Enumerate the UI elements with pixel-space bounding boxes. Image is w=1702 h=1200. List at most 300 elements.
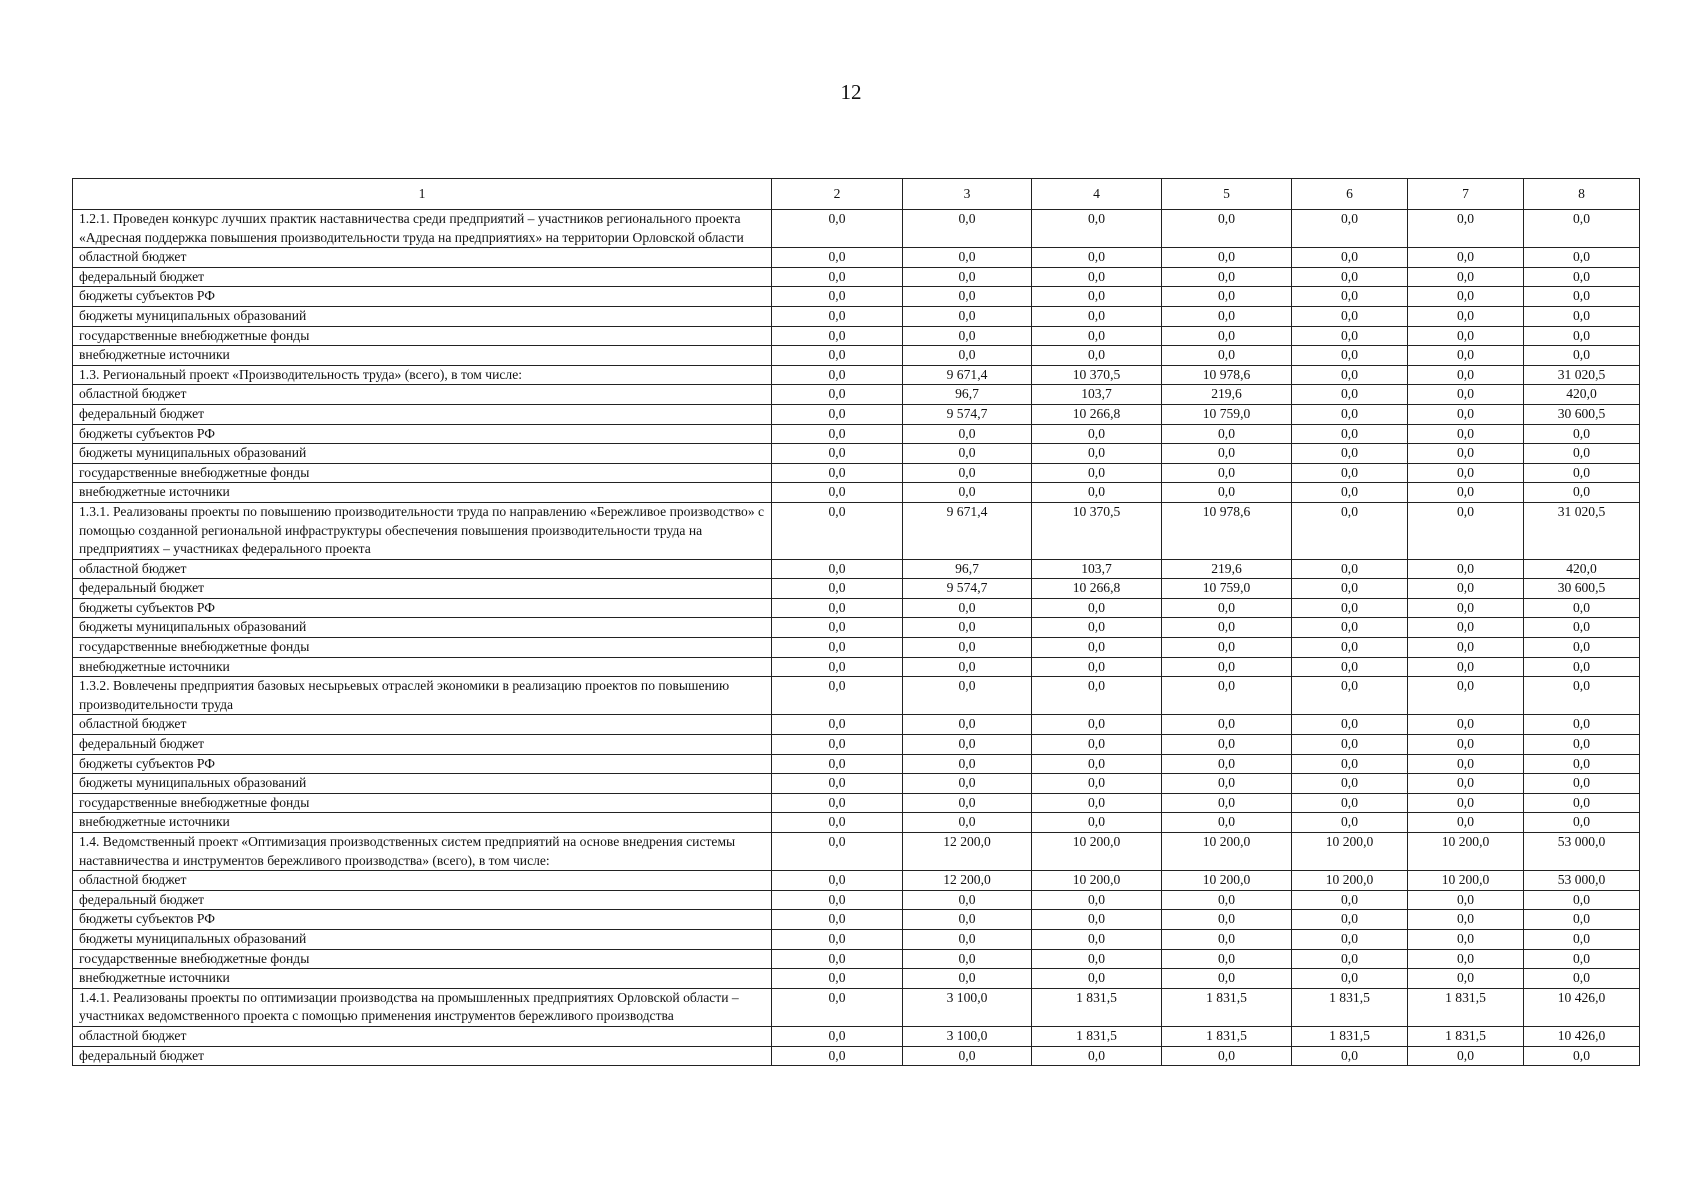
row-label: бюджеты субъектов РФ xyxy=(73,287,772,307)
row-label: бюджеты субъектов РФ xyxy=(73,910,772,930)
value-cell: 0,0 xyxy=(1408,813,1524,833)
value-cell: 0,0 xyxy=(1292,793,1408,813)
table-header-row xyxy=(73,179,1640,210)
table-row xyxy=(73,1026,1640,1046)
value-cell: 0,0 xyxy=(1524,677,1640,715)
value-cell: 0,0 xyxy=(772,657,903,677)
value-cell: 0,0 xyxy=(772,598,903,618)
value-cell: 0,0 xyxy=(1408,910,1524,930)
value-cell: 0,0 xyxy=(1292,774,1408,794)
value-cell: 0,0 xyxy=(1524,890,1640,910)
value-cell: 0,0 xyxy=(772,735,903,755)
value-cell: 0,0 xyxy=(1292,444,1408,464)
value-cell: 0,0 xyxy=(1162,1046,1292,1066)
table-row xyxy=(73,346,1640,366)
value-cell: 0,0 xyxy=(1292,267,1408,287)
value-cell: 0,0 xyxy=(1162,210,1292,248)
value-cell: 10 266,8 xyxy=(1032,404,1162,424)
value-cell: 10 200,0 xyxy=(1032,833,1162,871)
row-label: федеральный бюджет xyxy=(73,735,772,755)
value-cell: 1 831,5 xyxy=(1292,988,1408,1026)
value-cell: 0,0 xyxy=(1524,949,1640,969)
value-cell: 0,0 xyxy=(903,910,1032,930)
table-row xyxy=(73,618,1640,638)
value-cell: 0,0 xyxy=(1032,969,1162,989)
value-cell: 0,0 xyxy=(1162,657,1292,677)
row-label: бюджеты субъектов РФ xyxy=(73,598,772,618)
value-cell: 96,7 xyxy=(903,559,1032,579)
value-cell: 0,0 xyxy=(1292,813,1408,833)
value-cell: 0,0 xyxy=(1524,969,1640,989)
value-cell: 0,0 xyxy=(772,871,903,891)
row-label: бюджеты муниципальных образований xyxy=(73,618,772,638)
table-row xyxy=(73,404,1640,424)
value-cell: 0,0 xyxy=(1162,306,1292,326)
value-cell: 219,6 xyxy=(1162,385,1292,405)
row-label: государственные внебюджетные фонды xyxy=(73,463,772,483)
value-cell: 0,0 xyxy=(1524,326,1640,346)
value-cell: 0,0 xyxy=(1162,715,1292,735)
value-cell: 0,0 xyxy=(903,929,1032,949)
value-cell: 0,0 xyxy=(1032,306,1162,326)
table-row xyxy=(73,754,1640,774)
value-cell: 0,0 xyxy=(903,657,1032,677)
table-row xyxy=(73,715,1640,735)
row-label: областной бюджет xyxy=(73,1026,772,1046)
value-cell: 0,0 xyxy=(1524,793,1640,813)
row-label: внебюджетные источники xyxy=(73,969,772,989)
value-cell: 0,0 xyxy=(1524,287,1640,307)
value-cell: 0,0 xyxy=(772,1046,903,1066)
column-header: 8 xyxy=(1524,179,1640,210)
value-cell: 10 200,0 xyxy=(1162,871,1292,891)
value-cell: 0,0 xyxy=(1162,793,1292,813)
value-cell: 0,0 xyxy=(1292,1046,1408,1066)
value-cell: 0,0 xyxy=(903,444,1032,464)
table-row xyxy=(73,949,1640,969)
value-cell: 0,0 xyxy=(772,306,903,326)
value-cell: 0,0 xyxy=(903,677,1032,715)
value-cell: 0,0 xyxy=(1292,385,1408,405)
value-cell: 0,0 xyxy=(1292,638,1408,658)
value-cell: 0,0 xyxy=(1408,579,1524,599)
value-cell: 0,0 xyxy=(1032,326,1162,346)
value-cell: 0,0 xyxy=(1032,346,1162,366)
value-cell: 0,0 xyxy=(1408,385,1524,405)
value-cell: 0,0 xyxy=(903,267,1032,287)
table-body xyxy=(73,210,1640,1066)
value-cell: 0,0 xyxy=(1292,346,1408,366)
value-cell: 0,0 xyxy=(903,969,1032,989)
value-cell: 0,0 xyxy=(1162,754,1292,774)
value-cell: 0,0 xyxy=(903,346,1032,366)
value-cell: 0,0 xyxy=(772,346,903,366)
value-cell: 0,0 xyxy=(1292,502,1408,559)
column-header: 6 xyxy=(1292,179,1408,210)
value-cell: 0,0 xyxy=(903,463,1032,483)
value-cell: 0,0 xyxy=(1408,754,1524,774)
value-cell: 1 831,5 xyxy=(1408,1026,1524,1046)
value-cell: 0,0 xyxy=(1408,306,1524,326)
value-cell: 53 000,0 xyxy=(1524,833,1640,871)
value-cell: 0,0 xyxy=(772,404,903,424)
row-label: бюджеты субъектов РФ xyxy=(73,754,772,774)
value-cell: 0,0 xyxy=(1408,444,1524,464)
value-cell: 1 831,5 xyxy=(1032,988,1162,1026)
value-cell: 0,0 xyxy=(1292,287,1408,307)
value-cell: 0,0 xyxy=(1292,890,1408,910)
row-label: внебюджетные источники xyxy=(73,483,772,503)
row-label: 1.2.1. Проведен конкурс лучших практик наставничества среди предприятий – участников регионального проекта «Адресная поддержка повышения производительности труда на предприятиях» на территории Орловской области xyxy=(73,210,772,248)
value-cell: 0,0 xyxy=(1292,424,1408,444)
row-label: государственные внебюджетные фонды xyxy=(73,949,772,969)
row-label: внебюджетные источники xyxy=(73,813,772,833)
row-label: 1.3. Региональный проект «Производительность труда» (всего), в том числе: xyxy=(73,365,772,385)
value-cell: 0,0 xyxy=(1408,346,1524,366)
row-label: государственные внебюджетные фонды xyxy=(73,326,772,346)
value-cell: 10 200,0 xyxy=(1408,833,1524,871)
value-cell: 10 200,0 xyxy=(1292,833,1408,871)
budget-table xyxy=(72,178,1640,1066)
value-cell: 0,0 xyxy=(1408,598,1524,618)
value-cell: 0,0 xyxy=(772,949,903,969)
value-cell: 0,0 xyxy=(1408,404,1524,424)
value-cell: 0,0 xyxy=(903,949,1032,969)
value-cell: 0,0 xyxy=(1162,618,1292,638)
value-cell: 0,0 xyxy=(1408,890,1524,910)
value-cell: 0,0 xyxy=(772,910,903,930)
value-cell: 0,0 xyxy=(1408,463,1524,483)
value-cell: 0,0 xyxy=(1524,444,1640,464)
value-cell: 420,0 xyxy=(1524,385,1640,405)
value-cell: 0,0 xyxy=(1292,618,1408,638)
value-cell: 0,0 xyxy=(1292,579,1408,599)
value-cell: 0,0 xyxy=(1032,1046,1162,1066)
value-cell: 0,0 xyxy=(1032,813,1162,833)
value-cell: 0,0 xyxy=(1032,754,1162,774)
value-cell: 0,0 xyxy=(1524,346,1640,366)
value-cell: 0,0 xyxy=(1524,1046,1640,1066)
value-cell: 0,0 xyxy=(1032,463,1162,483)
row-label: областной бюджет xyxy=(73,559,772,579)
value-cell: 12 200,0 xyxy=(903,833,1032,871)
value-cell: 0,0 xyxy=(1292,306,1408,326)
column-header: 1 xyxy=(73,179,772,210)
value-cell: 0,0 xyxy=(772,1026,903,1046)
value-cell: 0,0 xyxy=(772,559,903,579)
table-row xyxy=(73,969,1640,989)
column-header: 5 xyxy=(1162,179,1292,210)
value-cell: 10 759,0 xyxy=(1162,404,1292,424)
value-cell: 0,0 xyxy=(1524,463,1640,483)
value-cell: 10 978,6 xyxy=(1162,502,1292,559)
table-row xyxy=(73,424,1640,444)
value-cell: 10 759,0 xyxy=(1162,579,1292,599)
value-cell: 103,7 xyxy=(1032,559,1162,579)
value-cell: 0,0 xyxy=(1292,735,1408,755)
value-cell: 3 100,0 xyxy=(903,988,1032,1026)
value-cell: 0,0 xyxy=(772,502,903,559)
column-header: 4 xyxy=(1032,179,1162,210)
value-cell: 0,0 xyxy=(903,813,1032,833)
value-cell: 0,0 xyxy=(1162,910,1292,930)
row-label: 1.4.1. Реализованы проекты по оптимизации производства на промышленных предприятиях Орловской области – участниках ведомственного проекта с помощью применения инструментов бережливого производства xyxy=(73,988,772,1026)
value-cell: 0,0 xyxy=(903,618,1032,638)
table-row xyxy=(73,365,1640,385)
value-cell: 31 020,5 xyxy=(1524,502,1640,559)
value-cell: 0,0 xyxy=(1162,424,1292,444)
value-cell: 0,0 xyxy=(1032,248,1162,268)
value-cell: 0,0 xyxy=(1292,715,1408,735)
table-row xyxy=(73,444,1640,464)
value-cell: 10 426,0 xyxy=(1524,1026,1640,1046)
value-cell: 1 831,5 xyxy=(1162,1026,1292,1046)
value-cell: 0,0 xyxy=(1408,715,1524,735)
row-label: федеральный бюджет xyxy=(73,579,772,599)
table-row xyxy=(73,657,1640,677)
value-cell: 1 831,5 xyxy=(1162,988,1292,1026)
value-cell: 0,0 xyxy=(1408,618,1524,638)
table-row xyxy=(73,910,1640,930)
table-row xyxy=(73,1046,1640,1066)
value-cell: 0,0 xyxy=(1292,969,1408,989)
table-row xyxy=(73,871,1640,891)
value-cell: 10 370,5 xyxy=(1032,365,1162,385)
value-cell: 0,0 xyxy=(772,890,903,910)
value-cell: 0,0 xyxy=(772,715,903,735)
value-cell: 0,0 xyxy=(1408,267,1524,287)
value-cell: 9 671,4 xyxy=(903,365,1032,385)
value-cell: 0,0 xyxy=(1162,346,1292,366)
value-cell: 0,0 xyxy=(1408,210,1524,248)
value-cell: 0,0 xyxy=(772,618,903,638)
table-row xyxy=(73,677,1640,715)
value-cell: 0,0 xyxy=(1524,657,1640,677)
value-cell: 0,0 xyxy=(772,988,903,1026)
value-cell: 103,7 xyxy=(1032,385,1162,405)
row-label: бюджеты муниципальных образований xyxy=(73,929,772,949)
value-cell: 0,0 xyxy=(1162,949,1292,969)
value-cell: 0,0 xyxy=(1162,248,1292,268)
value-cell: 30 600,5 xyxy=(1524,579,1640,599)
value-cell: 0,0 xyxy=(1408,559,1524,579)
value-cell: 3 100,0 xyxy=(903,1026,1032,1046)
value-cell: 0,0 xyxy=(772,287,903,307)
value-cell: 0,0 xyxy=(772,463,903,483)
value-cell: 10 200,0 xyxy=(1162,833,1292,871)
value-cell: 0,0 xyxy=(903,483,1032,503)
value-cell: 0,0 xyxy=(1408,483,1524,503)
value-cell: 96,7 xyxy=(903,385,1032,405)
value-cell: 0,0 xyxy=(1292,463,1408,483)
value-cell: 0,0 xyxy=(1524,598,1640,618)
value-cell: 0,0 xyxy=(1162,638,1292,658)
value-cell: 9 671,4 xyxy=(903,502,1032,559)
value-cell: 0,0 xyxy=(1408,969,1524,989)
value-cell: 9 574,7 xyxy=(903,579,1032,599)
row-label: бюджеты субъектов РФ xyxy=(73,424,772,444)
value-cell: 0,0 xyxy=(1162,929,1292,949)
value-cell: 0,0 xyxy=(903,638,1032,658)
row-label: бюджеты муниципальных образований xyxy=(73,306,772,326)
value-cell: 0,0 xyxy=(1162,598,1292,618)
value-cell: 0,0 xyxy=(903,287,1032,307)
value-cell: 0,0 xyxy=(1408,424,1524,444)
value-cell: 0,0 xyxy=(1162,677,1292,715)
value-cell: 0,0 xyxy=(772,424,903,444)
value-cell: 0,0 xyxy=(903,715,1032,735)
value-cell: 0,0 xyxy=(903,248,1032,268)
table-row xyxy=(73,890,1640,910)
row-label: областной бюджет xyxy=(73,248,772,268)
value-cell: 0,0 xyxy=(1292,483,1408,503)
value-cell: 0,0 xyxy=(1408,326,1524,346)
value-cell: 0,0 xyxy=(903,1046,1032,1066)
table-row xyxy=(73,287,1640,307)
value-cell: 0,0 xyxy=(1292,559,1408,579)
table-row xyxy=(73,813,1640,833)
value-cell: 0,0 xyxy=(1524,210,1640,248)
table-row xyxy=(73,638,1640,658)
value-cell: 0,0 xyxy=(772,210,903,248)
value-cell: 10 370,5 xyxy=(1032,502,1162,559)
column-header: 3 xyxy=(903,179,1032,210)
value-cell: 12 200,0 xyxy=(903,871,1032,891)
value-cell: 0,0 xyxy=(1162,326,1292,346)
row-label: федеральный бюджет xyxy=(73,1046,772,1066)
value-cell: 0,0 xyxy=(772,579,903,599)
value-cell: 0,0 xyxy=(1524,638,1640,658)
value-cell: 10 266,8 xyxy=(1032,579,1162,599)
value-cell: 0,0 xyxy=(1292,598,1408,618)
row-label: областной бюджет xyxy=(73,715,772,735)
value-cell: 0,0 xyxy=(1032,735,1162,755)
value-cell: 1 831,5 xyxy=(1408,988,1524,1026)
value-cell: 0,0 xyxy=(1292,365,1408,385)
value-cell: 0,0 xyxy=(1408,502,1524,559)
value-cell: 0,0 xyxy=(1408,1046,1524,1066)
value-cell: 0,0 xyxy=(903,793,1032,813)
row-label: государственные внебюджетные фонды xyxy=(73,793,772,813)
value-cell: 0,0 xyxy=(1408,638,1524,658)
value-cell: 0,0 xyxy=(1524,306,1640,326)
value-cell: 0,0 xyxy=(1408,793,1524,813)
value-cell: 0,0 xyxy=(772,483,903,503)
value-cell: 0,0 xyxy=(772,365,903,385)
value-cell: 0,0 xyxy=(1032,483,1162,503)
value-cell: 0,0 xyxy=(1032,618,1162,638)
value-cell: 0,0 xyxy=(1524,424,1640,444)
value-cell: 1 831,5 xyxy=(1032,1026,1162,1046)
value-cell: 0,0 xyxy=(903,326,1032,346)
value-cell: 0,0 xyxy=(1162,890,1292,910)
value-cell: 0,0 xyxy=(1292,929,1408,949)
value-cell: 0,0 xyxy=(1032,638,1162,658)
value-cell: 0,0 xyxy=(1524,910,1640,930)
value-cell: 0,0 xyxy=(1524,267,1640,287)
value-cell: 0,0 xyxy=(1292,677,1408,715)
value-cell: 0,0 xyxy=(1032,287,1162,307)
value-cell: 0,0 xyxy=(903,210,1032,248)
value-cell: 0,0 xyxy=(772,774,903,794)
table-row xyxy=(73,598,1640,618)
value-cell: 219,6 xyxy=(1162,559,1292,579)
value-cell: 0,0 xyxy=(1162,813,1292,833)
value-cell: 0,0 xyxy=(1162,483,1292,503)
value-cell: 0,0 xyxy=(1524,929,1640,949)
value-cell: 0,0 xyxy=(1162,287,1292,307)
value-cell: 0,0 xyxy=(1032,444,1162,464)
row-label: федеральный бюджет xyxy=(73,890,772,910)
value-cell: 0,0 xyxy=(1032,598,1162,618)
table-row xyxy=(73,929,1640,949)
value-cell: 0,0 xyxy=(1408,949,1524,969)
value-cell: 0,0 xyxy=(1524,618,1640,638)
table-row xyxy=(73,210,1640,248)
value-cell: 0,0 xyxy=(1032,890,1162,910)
row-label: областной бюджет xyxy=(73,871,772,891)
value-cell: 0,0 xyxy=(1032,210,1162,248)
value-cell: 0,0 xyxy=(1292,210,1408,248)
value-cell: 0,0 xyxy=(1408,735,1524,755)
table-row xyxy=(73,248,1640,268)
value-cell: 0,0 xyxy=(903,424,1032,444)
value-cell: 0,0 xyxy=(772,813,903,833)
value-cell: 0,0 xyxy=(1524,483,1640,503)
table-row xyxy=(73,306,1640,326)
value-cell: 0,0 xyxy=(772,248,903,268)
table-row xyxy=(73,774,1640,794)
value-cell: 0,0 xyxy=(1524,735,1640,755)
value-cell: 0,0 xyxy=(1032,677,1162,715)
table-row xyxy=(73,267,1640,287)
value-cell: 53 000,0 xyxy=(1524,871,1640,891)
table-row xyxy=(73,559,1640,579)
value-cell: 0,0 xyxy=(903,598,1032,618)
row-label: внебюджетные источники xyxy=(73,657,772,677)
value-cell: 0,0 xyxy=(1292,326,1408,346)
value-cell: 0,0 xyxy=(772,267,903,287)
table-row xyxy=(73,385,1640,405)
row-label: федеральный бюджет xyxy=(73,267,772,287)
value-cell: 0,0 xyxy=(1032,949,1162,969)
row-label: бюджеты муниципальных образований xyxy=(73,774,772,794)
value-cell: 0,0 xyxy=(1032,715,1162,735)
value-cell: 0,0 xyxy=(1292,754,1408,774)
value-cell: 0,0 xyxy=(903,774,1032,794)
value-cell: 30 600,5 xyxy=(1524,404,1640,424)
row-label: 1.3.2. Вовлечены предприятия базовых несырьевых отраслей экономики в реализацию проектов по повышению производительности труда xyxy=(73,677,772,715)
row-label: 1.3.1. Реализованы проекты по повышению производительности труда по направлению «Бережливое производство» с помощью созданной региональной инфраструктуры обеспечения повышения производительности труда на предприятиях – участниках федерального проекта xyxy=(73,502,772,559)
value-cell: 0,0 xyxy=(772,969,903,989)
table-row xyxy=(73,793,1640,813)
value-cell: 0,0 xyxy=(1032,929,1162,949)
table-row xyxy=(73,988,1640,1026)
value-cell: 0,0 xyxy=(903,735,1032,755)
value-cell: 0,0 xyxy=(772,929,903,949)
value-cell: 10 200,0 xyxy=(1292,871,1408,891)
value-cell: 0,0 xyxy=(772,326,903,346)
table-row xyxy=(73,735,1640,755)
value-cell: 0,0 xyxy=(1408,657,1524,677)
value-cell: 0,0 xyxy=(1032,774,1162,794)
value-cell: 0,0 xyxy=(772,754,903,774)
value-cell: 0,0 xyxy=(903,890,1032,910)
value-cell: 0,0 xyxy=(772,677,903,715)
value-cell: 0,0 xyxy=(1524,774,1640,794)
value-cell: 0,0 xyxy=(1292,248,1408,268)
value-cell: 0,0 xyxy=(1292,404,1408,424)
